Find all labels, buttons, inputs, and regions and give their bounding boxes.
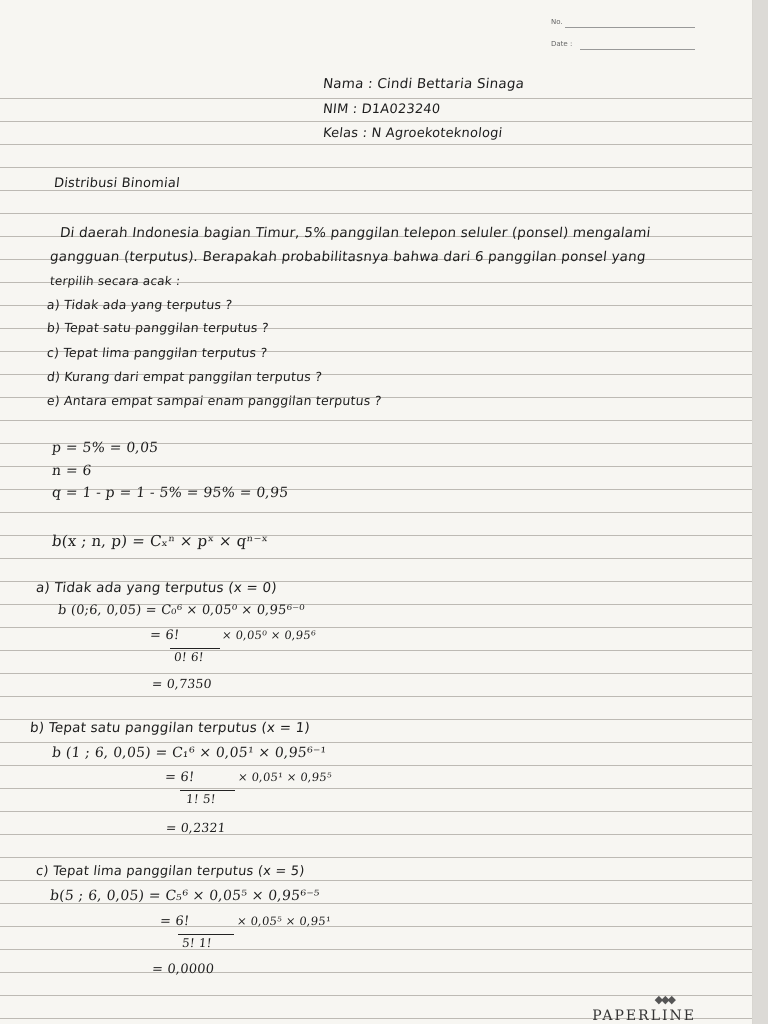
part-c-result: = 0,0000 [151, 962, 215, 977]
part-a-step-1: b (0;6, 0,05) = C₀⁶ × 0,05⁰ × 0,95⁶⁻⁰ [57, 603, 306, 618]
problem-line-3: terpilih secara acak : [49, 274, 182, 288]
part-b-numerator: = 6! [164, 770, 196, 785]
part-a-fraction-bar [170, 648, 220, 649]
part-c-multiplier: × 0,05⁵ × 0,95¹ [236, 914, 332, 928]
part-c-fraction-bar [178, 934, 234, 935]
class-line: Kelas : N Agroekoteknologi [322, 126, 504, 141]
brand-name: PAPERLINE [592, 1008, 696, 1024]
brand-logo-icon: ◆◆◆ [654, 993, 674, 1006]
date-line [580, 49, 695, 50]
part-b-denominator: 1! 5! [185, 792, 217, 806]
question-e: e) Antara empat sampai enam panggilan terputus ? [46, 393, 383, 408]
part-a-multiplier: × 0,05⁰ × 0,95⁶ [221, 628, 317, 642]
part-c-denominator: 5! 1! [181, 936, 213, 950]
page-header-area [0, 0, 752, 76]
question-a: a) Tidak ada yang terputus ? [46, 297, 234, 312]
given-q: q = 1 - p = 1 - 5% = 95% = 0,95 [51, 485, 290, 501]
part-b-step-1: b (1 ; 6, 0,05) = C₁⁶ × 0,05¹ × 0,95⁶⁻¹ [51, 745, 327, 761]
part-c-numerator: = 6! [159, 914, 191, 929]
background-edge [752, 0, 768, 1024]
nim-line: NIM : D1A023240 [322, 102, 442, 117]
topic-title: Distribusi Binomial [53, 176, 181, 191]
name-line: Nama : Cindi Bettaria Sinaga [322, 76, 525, 92]
no-line [565, 27, 695, 28]
part-b-fraction-bar [180, 790, 235, 791]
part-c-heading: c) Tepat lima panggilan terputus (x = 5) [35, 864, 306, 879]
problem-line-1: Di daerah Indonesia bagian Timur, 5% panggilan telepon seluler (ponsel) mengalami [59, 225, 652, 241]
question-b: b) Tepat satu panggilan terputus ? [46, 320, 270, 335]
given-n: n = 6 [51, 463, 93, 479]
part-a-denominator: 0! 6! [173, 650, 205, 664]
date-label: Date : [551, 40, 573, 48]
question-c: c) Tepat lima panggilan terputus ? [46, 345, 269, 360]
binomial-formula: b(x ; n, p) = Cₓⁿ × pˣ × qⁿ⁻ˣ [51, 532, 269, 550]
part-b-multiplier: × 0,05¹ × 0,95⁵ [237, 770, 333, 784]
part-c-step-1: b(5 ; 6, 0,05) = C₅⁶ × 0,05⁵ × 0,95⁶⁻⁵ [49, 888, 321, 904]
part-a-result: = 0,7350 [151, 676, 213, 691]
no-label: No. [551, 18, 563, 26]
part-a-heading: a) Tidak ada yang terputus (x = 0) [35, 580, 278, 596]
part-a-numerator: = 6! [149, 628, 181, 643]
part-b-result: = 0,2321 [165, 820, 227, 835]
part-b-heading: b) Tepat satu panggilan terputus (x = 1) [29, 720, 311, 736]
given-p: p = 5% = 0,05 [51, 440, 160, 456]
question-d: d) Kurang dari empat panggilan terputus ? [46, 369, 323, 384]
problem-line-2: gangguan (terputus). Berapakah probabilitasnya bahwa dari 6 panggilan ponsel yang [49, 249, 647, 265]
